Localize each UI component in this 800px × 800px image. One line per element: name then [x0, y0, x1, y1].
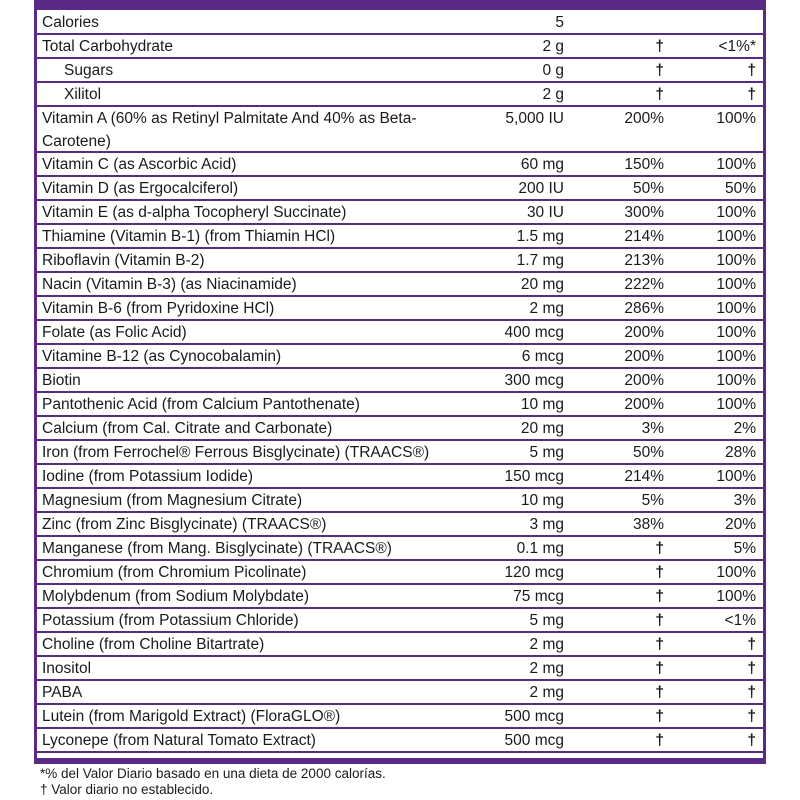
- amount-per-serving: 1.5 mg: [516, 228, 564, 245]
- daily-value-adults: 100%: [716, 468, 756, 485]
- table-row: [34, 59, 766, 83]
- table-row: [34, 35, 766, 59]
- nutrient-name: Xilitol: [64, 86, 102, 103]
- daily-value-adults: 100%: [716, 156, 756, 173]
- daily-value-adults: 28%: [724, 444, 756, 461]
- daily-value-children: 200%: [624, 324, 664, 341]
- table-row: [34, 417, 766, 441]
- table-row: [34, 249, 766, 273]
- daily-value-children: 300%: [624, 204, 664, 221]
- daily-value-children: †: [655, 62, 664, 79]
- nutrient-name: PABA: [42, 684, 83, 701]
- daily-value-children: †: [655, 540, 664, 557]
- nutrient-name: Vitamin A (60% as Retinyl Palmitate And 40% as Beta-Carotene): [42, 110, 417, 150]
- table-row: [34, 345, 766, 369]
- daily-value-adults: †: [747, 708, 756, 725]
- daily-value-adults: 100%: [716, 348, 756, 365]
- table-row: [34, 729, 766, 753]
- daily-value-adults: 100%: [716, 300, 756, 317]
- amount-per-serving: 0 g: [542, 62, 564, 79]
- amount-per-serving: 0.1 mg: [516, 540, 564, 557]
- nutrient-name: Nacin (Vitamin B-3) (as Niacinamide): [42, 276, 297, 293]
- daily-value-children: 214%: [624, 468, 664, 485]
- nutrient-name: Folate (as Folic Acid): [42, 324, 187, 341]
- daily-value-children: 50%: [632, 180, 664, 197]
- nutrient-name: Vitamin B-6 (from Pyridoxine HCl): [42, 300, 275, 317]
- nutrient-name: Sugars: [64, 62, 114, 79]
- daily-value-adults: †: [747, 636, 756, 653]
- nutrient-name: Magnesium (from Magnesium Citrate): [42, 492, 303, 509]
- daily-value-adults: 100%: [716, 204, 756, 221]
- daily-value-children: †: [655, 588, 664, 605]
- nutrient-name: Iodine (from Potassium Iodide): [42, 468, 254, 485]
- nutrient-name: Molybdenum (from Sodium Molybdate): [42, 588, 310, 605]
- nutrient-name: Vitamin E (as d-alpha Tocopheryl Succinate): [42, 204, 347, 221]
- amount-per-serving: 20 mg: [520, 420, 564, 437]
- daily-value-adults: 50%: [724, 180, 756, 197]
- daily-value-children: †: [655, 612, 664, 629]
- nutrient-name: Vitamin D (as Ergocalciferol): [42, 180, 239, 197]
- daily-value-adults: 100%: [716, 228, 756, 245]
- nutrient-name: Potassium (from Potassium Chloride): [42, 612, 299, 629]
- nutrient-name: Inositol: [42, 660, 92, 677]
- table-row: [34, 441, 766, 465]
- amount-per-serving: 2 g: [542, 86, 564, 103]
- footnote-dagger: † Valor diario no establecido.: [40, 782, 214, 797]
- daily-value-adults: 100%: [716, 564, 756, 581]
- nutrient-name: Lutein (from Marigold Extract) (FloraGLO®): [42, 708, 341, 725]
- amount-per-serving: 20 mg: [520, 276, 564, 293]
- daily-value-children: 200%: [624, 110, 664, 127]
- amount-per-serving: 10 mg: [520, 492, 564, 509]
- table-row: [34, 273, 766, 297]
- nutrient-name: Riboflavin (Vitamin B-2): [42, 252, 205, 269]
- amount-per-serving: 30 IU: [526, 204, 564, 221]
- daily-value-children: †: [655, 684, 664, 701]
- daily-value-children: 5%: [641, 492, 664, 509]
- nutrient-name: Calories: [42, 14, 99, 31]
- amount-per-serving: 5 mg: [529, 612, 564, 629]
- amount-per-serving: 120 mcg: [504, 564, 564, 581]
- table-row: [34, 225, 766, 249]
- daily-value-children: †: [655, 38, 664, 55]
- daily-value-adults: 100%: [716, 252, 756, 269]
- amount-per-serving: 500 mcg: [504, 708, 564, 725]
- amount-per-serving: 2 mg: [529, 684, 564, 701]
- table-row: [34, 201, 766, 225]
- amount-per-serving: 200 IU: [518, 180, 564, 197]
- nutrient-name: Vitamine B-12 (as Cynocobalamin): [42, 348, 282, 365]
- nutrition-facts-panel: [34, 0, 766, 764]
- daily-value-adults: 5%: [733, 540, 756, 557]
- nutrient-name: Pantothenic Acid (from Calcium Pantothenate): [42, 396, 360, 413]
- nutrient-name: Chromium (from Chromium Picolinate): [42, 564, 307, 581]
- daily-value-children: 150%: [624, 156, 664, 173]
- nutrient-name: Calcium (from Cal. Citrate and Carbonate): [42, 420, 333, 437]
- daily-value-children: 50%: [632, 444, 664, 461]
- amount-per-serving: 60 mg: [520, 156, 564, 173]
- amount-per-serving: 2 mg: [529, 300, 564, 317]
- nutrient-name: Vitamin C (as Ascorbic Acid): [42, 156, 237, 173]
- daily-value-children: 222%: [624, 276, 664, 293]
- footnote-daily-value: *% del Valor Diario basado en una dieta de 2000 calorías.: [40, 766, 386, 781]
- daily-value-children: 200%: [624, 348, 664, 365]
- table-row: [34, 83, 766, 107]
- daily-value-children: †: [655, 636, 664, 653]
- amount-per-serving: 5,000 IU: [505, 110, 564, 127]
- bottom-border: [34, 758, 766, 764]
- table-row: [34, 393, 766, 417]
- daily-value-children: 213%: [624, 252, 664, 269]
- daily-value-adults: †: [747, 684, 756, 701]
- daily-value-adults: 2%: [733, 420, 756, 437]
- daily-value-children: †: [655, 86, 664, 103]
- amount-per-serving: 10 mg: [520, 396, 564, 413]
- nutrient-name: Iron (from Ferrochel® Ferrous Bisglycinate) (TRAACS®): [42, 444, 430, 461]
- daily-value-adults: 3%: [733, 492, 756, 509]
- amount-per-serving: 1.7 mg: [516, 252, 564, 269]
- table-row: [34, 681, 766, 705]
- nutrient-name: Biotin: [42, 372, 81, 389]
- table-row: [34, 11, 766, 35]
- amount-per-serving: 2 g: [542, 38, 564, 55]
- daily-value-adults: 20%: [724, 516, 756, 533]
- table-row: [34, 609, 766, 633]
- daily-value-children: 3%: [641, 420, 664, 437]
- amount-per-serving: 75 mcg: [513, 588, 564, 605]
- daily-value-children: 200%: [624, 372, 664, 389]
- table-row: [34, 177, 766, 201]
- nutrient-name: Zinc (from Zinc Bisglycinate) (TRAACS®): [42, 516, 327, 533]
- amount-per-serving: 300 mcg: [504, 372, 564, 389]
- daily-value-children: 214%: [624, 228, 664, 245]
- nutrient-name: Lyconepe (from Natural Tomato Extract): [42, 732, 316, 749]
- nutrient-name: Manganese (from Mang. Bisglycinate) (TRAACS®): [42, 540, 392, 557]
- nutrient-name: Total Carbohydrate: [42, 38, 173, 55]
- daily-value-adults: †: [747, 62, 756, 79]
- table-row: [34, 107, 766, 153]
- daily-value-adults: 100%: [716, 372, 756, 389]
- daily-value-adults: <1%: [724, 612, 756, 629]
- amount-per-serving: 5 mg: [529, 444, 564, 461]
- amount-per-serving: 500 mcg: [504, 732, 564, 749]
- amount-per-serving: 2 mg: [529, 660, 564, 677]
- daily-value-adults: 100%: [716, 276, 756, 293]
- daily-value-adults: <1%*: [718, 38, 756, 55]
- amount-per-serving: 3 mg: [529, 516, 564, 533]
- table-row: [34, 489, 766, 513]
- daily-value-adults: 100%: [716, 396, 756, 413]
- nutrient-name: Choline (from Choline Bitartrate): [42, 636, 265, 653]
- table-row: [34, 585, 766, 609]
- daily-value-adults: 100%: [716, 588, 756, 605]
- table-row: [34, 321, 766, 345]
- daily-value-children: 286%: [624, 300, 664, 317]
- table-row: [34, 153, 766, 177]
- table-row: [34, 369, 766, 393]
- daily-value-children: †: [655, 708, 664, 725]
- amount-per-serving: 2 mg: [529, 636, 564, 653]
- amount-per-serving: 5: [555, 14, 564, 31]
- daily-value-children: †: [655, 564, 664, 581]
- table-row: [34, 633, 766, 657]
- daily-value-children: †: [655, 660, 664, 677]
- daily-value-adults: †: [747, 86, 756, 103]
- daily-value-adults: 100%: [716, 110, 756, 127]
- table-row: [34, 657, 766, 681]
- amount-per-serving: 150 mcg: [504, 468, 564, 485]
- table-row: [34, 705, 766, 729]
- footnotes: [40, 766, 386, 798]
- daily-value-children: †: [655, 732, 664, 749]
- daily-value-adults: †: [747, 660, 756, 677]
- table-row: [34, 513, 766, 537]
- daily-value-adults: †: [747, 732, 756, 749]
- table-row: [34, 297, 766, 321]
- daily-value-adults: 100%: [716, 324, 756, 341]
- amount-per-serving: 6 mcg: [521, 348, 564, 365]
- nutrient-name: Thiamine (Vitamin B-1) (from Thiamin HCl): [42, 228, 336, 245]
- daily-value-children: 38%: [632, 516, 664, 533]
- top-border: [34, 0, 766, 10]
- table-row: [34, 561, 766, 585]
- table-row: [34, 465, 766, 489]
- daily-value-children: 200%: [624, 396, 664, 413]
- amount-per-serving: 400 mcg: [504, 324, 564, 341]
- table-row: [34, 537, 766, 561]
